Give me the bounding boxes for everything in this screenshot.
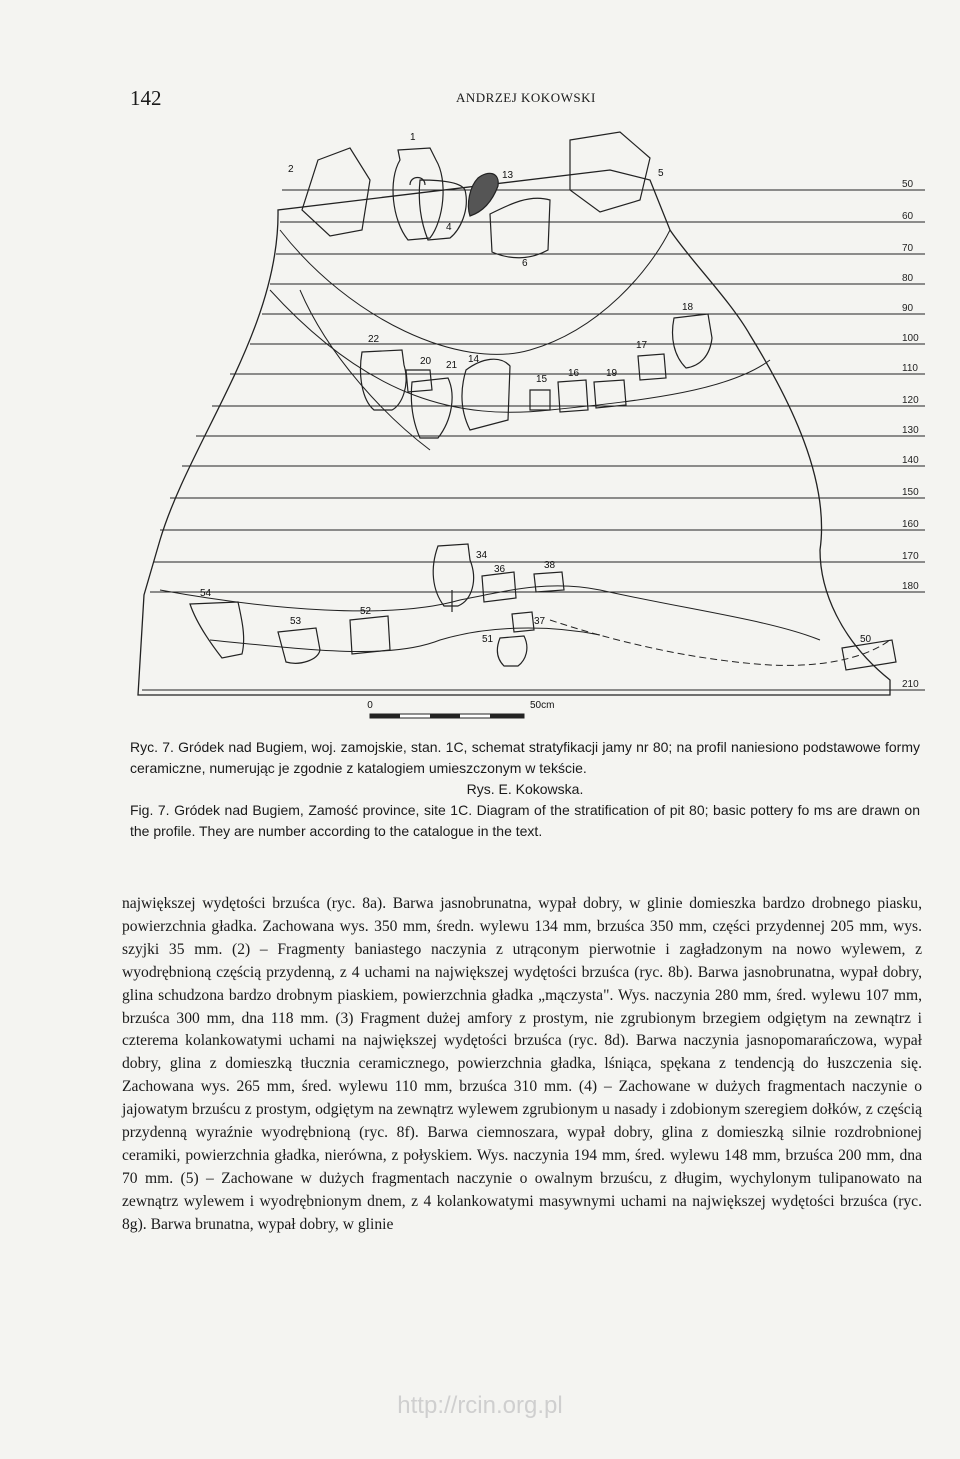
vessel-15 <box>530 390 550 410</box>
depth-label: 160 <box>902 519 919 530</box>
vessel-label-4: 4 <box>446 222 452 233</box>
vessel-18 <box>673 314 713 368</box>
vessel-label-18: 18 <box>682 302 694 313</box>
depth-label: 100 <box>902 333 919 344</box>
vessel-label-1: 1 <box>410 132 416 143</box>
vessel-17 <box>638 354 666 380</box>
vessel-38 <box>534 572 564 592</box>
depth-label: 170 <box>902 551 919 562</box>
depth-label: 130 <box>902 425 919 436</box>
vessel-54 <box>190 602 244 658</box>
layer-boundary <box>550 620 890 665</box>
layer-boundary <box>280 230 670 354</box>
vessel-group-upper <box>302 132 650 258</box>
vessel-51 <box>497 636 527 666</box>
layer-boundary <box>160 586 820 640</box>
pit-outline <box>138 170 890 695</box>
figure-caption-english <box>130 800 920 842</box>
scale-bar-segment <box>370 714 400 718</box>
vessel-label-14: 14 <box>468 354 480 365</box>
vessel-13-detail <box>410 178 425 186</box>
depth-label: 210 <box>902 679 919 690</box>
vessel-label-22: 22 <box>368 334 380 345</box>
scale-bar <box>367 700 554 718</box>
vessel-label-2: 2 <box>288 164 294 175</box>
depth-label: 110 <box>902 363 918 374</box>
vessel-2 <box>302 148 370 236</box>
scale-bar-start-label: 0 <box>367 700 373 711</box>
vessel-5 <box>570 132 650 212</box>
vessel-label-51: 51 <box>482 634 494 645</box>
vessel-label-16: 16 <box>568 368 580 379</box>
vessel-label-13: 13 <box>502 170 514 181</box>
figure-caption-polish <box>130 737 920 800</box>
vessel-22 <box>361 350 407 410</box>
vessel-label-53: 53 <box>290 616 302 627</box>
vessel-label-19: 19 <box>606 368 618 379</box>
depth-label: 50 <box>902 179 914 190</box>
vessel-13 <box>468 173 498 216</box>
stratigraphy-figure <box>130 120 930 730</box>
layer-boundary <box>270 290 770 412</box>
vessel-label-20: 20 <box>420 356 432 367</box>
vessel-36 <box>482 572 516 602</box>
depth-label: 180 <box>902 581 919 592</box>
caption-pl-credit: Rys. E. Kokowska. <box>466 781 584 797</box>
depth-label: 120 <box>902 395 919 406</box>
depth-label: 60 <box>902 211 914 222</box>
vessel-1 <box>393 148 443 240</box>
scale-bar-segment <box>490 714 524 718</box>
depth-label: 80 <box>902 273 914 284</box>
caption-en-text: Fig. 7. Gródek nad Bugiem, Zamość province, site 1C. Diagram of the stratification of pit 80; basic pottery fo ms are drawn on the profile. They are number according to the catalogue in the text. <box>130 802 920 839</box>
vessel-label-52: 52 <box>360 606 372 617</box>
vessel-label-54: 54 <box>200 588 212 599</box>
vessel-group-lower <box>190 544 896 670</box>
vessel-label-15: 15 <box>536 374 548 385</box>
pit-profile-diagram <box>130 120 930 730</box>
vessel-34 <box>433 544 473 606</box>
vessel-14 <box>462 359 510 430</box>
vessel-label-17: 17 <box>636 340 648 351</box>
scale-bar-end-label: 50cm <box>530 700 555 711</box>
running-head-author: ANDRZEJ KOKOWSKI <box>456 90 596 105</box>
depth-label: 90 <box>902 303 914 314</box>
depth-scale <box>902 179 919 690</box>
vessel-37 <box>512 612 534 632</box>
vessel-label-21: 21 <box>446 360 458 371</box>
vessel-label-50: 50 <box>860 634 872 645</box>
vessel-label-6: 6 <box>522 258 528 269</box>
vessel-label-34: 34 <box>476 550 488 561</box>
page-header <box>130 86 910 112</box>
vessel-label-5: 5 <box>658 168 664 179</box>
depth-gridlines <box>142 190 925 690</box>
vessel-52 <box>350 616 390 654</box>
vessel-label-38: 38 <box>544 560 556 571</box>
vessel-number-labels <box>200 132 872 645</box>
watermark: http://rcin.org.pl <box>397 1392 563 1419</box>
scale-bar-segment <box>430 714 460 718</box>
vessel-label-36: 36 <box>494 564 506 575</box>
body-paragraph: największej wydętości brzuśca (ryc. 8a). Barwa jasnobrunatna, wypał dobry, w glinie domieszka bardzo drobnego piasku, powierzchnia gładka. Zachowana wys. 350 mm, średn. wylewu 134 mm, brzuśca 350 mm, części przydennej 205 mm, wys. szyjki 35 mm. (2) – Fragmenty baniastego naczynia z utrąconym pierwotnie i zagładzonym na nowo wylewem, z wyodrębnioną częścią przydenną, z 4 uchami na największej wydętości brzuśca (ryc. 8b). Barwa jasnobrunatna, wypał dobry, glina schudzona bardzo drobnym piaskiem, powierzchnia gładka „mączysta". Wys. naczynia 280 mm, śred. wylewu 107 mm, brzuśca 300 mm, dna 118 mm. (3) Fragment dużej amfory z prostym, nie zgrubionym brzegiem odgiętym na zewnątrz i czterema kolankowatymi uchami na największej wydętości brzuśca (ryc. 8d). Barwa naczynia jasnopomarańczowa, wypał dobry, glina z domieszką tłucznia ceramicznego, powierzchnia gładka, lśniąca, spękana z tendencją do łuszczenia się. Zachowana wys. 265 mm, śred. wylewu 110 mm, brzuśca 310 mm. (4) – Zachowane w dużych fragmentach naczynie o jajowatym brzuścu z prostym, odgiętym na zewnątrz wylewem zgrubionym u nasady i zdobionym szeregiem dołków, z częścią przydenną wyraźnie wyodrębnioną (ryc. 8f). Barwa ciemnoszara, wypał dobry, glina z domieszką silnie rozdrobnionej ceramiki, powierzchnia gładka, nierówna, z połyskiem. Wys. naczynia 194 mm, śred. wylewu 148 mm, brzuśca 200 mm, dna 70 mm. (5) – Zachowane w dużych fragmentach naczynie o owalnym brzuścu, z długim, wychylonym tulipanowato na zewnątrz wylewem i wyodrębnionym dnem, z 4 kolankowatymi masywnymi uchami na największej wydętości brzuśca (ryc. 8g). Barwa brunatna, wypał dobry, w glinie <box>122 895 922 1233</box>
depth-label: 70 <box>902 243 914 254</box>
depth-label: 140 <box>902 455 919 466</box>
vessel-53 <box>278 628 320 663</box>
layer-boundary <box>210 628 600 652</box>
page-number: 142 <box>130 86 162 110</box>
vessel-label-37: 37 <box>534 616 546 627</box>
vessel-6 <box>490 198 550 258</box>
caption-pl-text: Ryc. 7. Gródek nad Bugiem, woj. zamojskie, stan. 1C, schemat stratyfikacji jamy nr 80; na profil naniesiono podstawowe formy ceramiczne, numerując je zgodnie z katalogiem umieszczonym w tekście. <box>130 739 920 776</box>
depth-label: 150 <box>902 487 919 498</box>
